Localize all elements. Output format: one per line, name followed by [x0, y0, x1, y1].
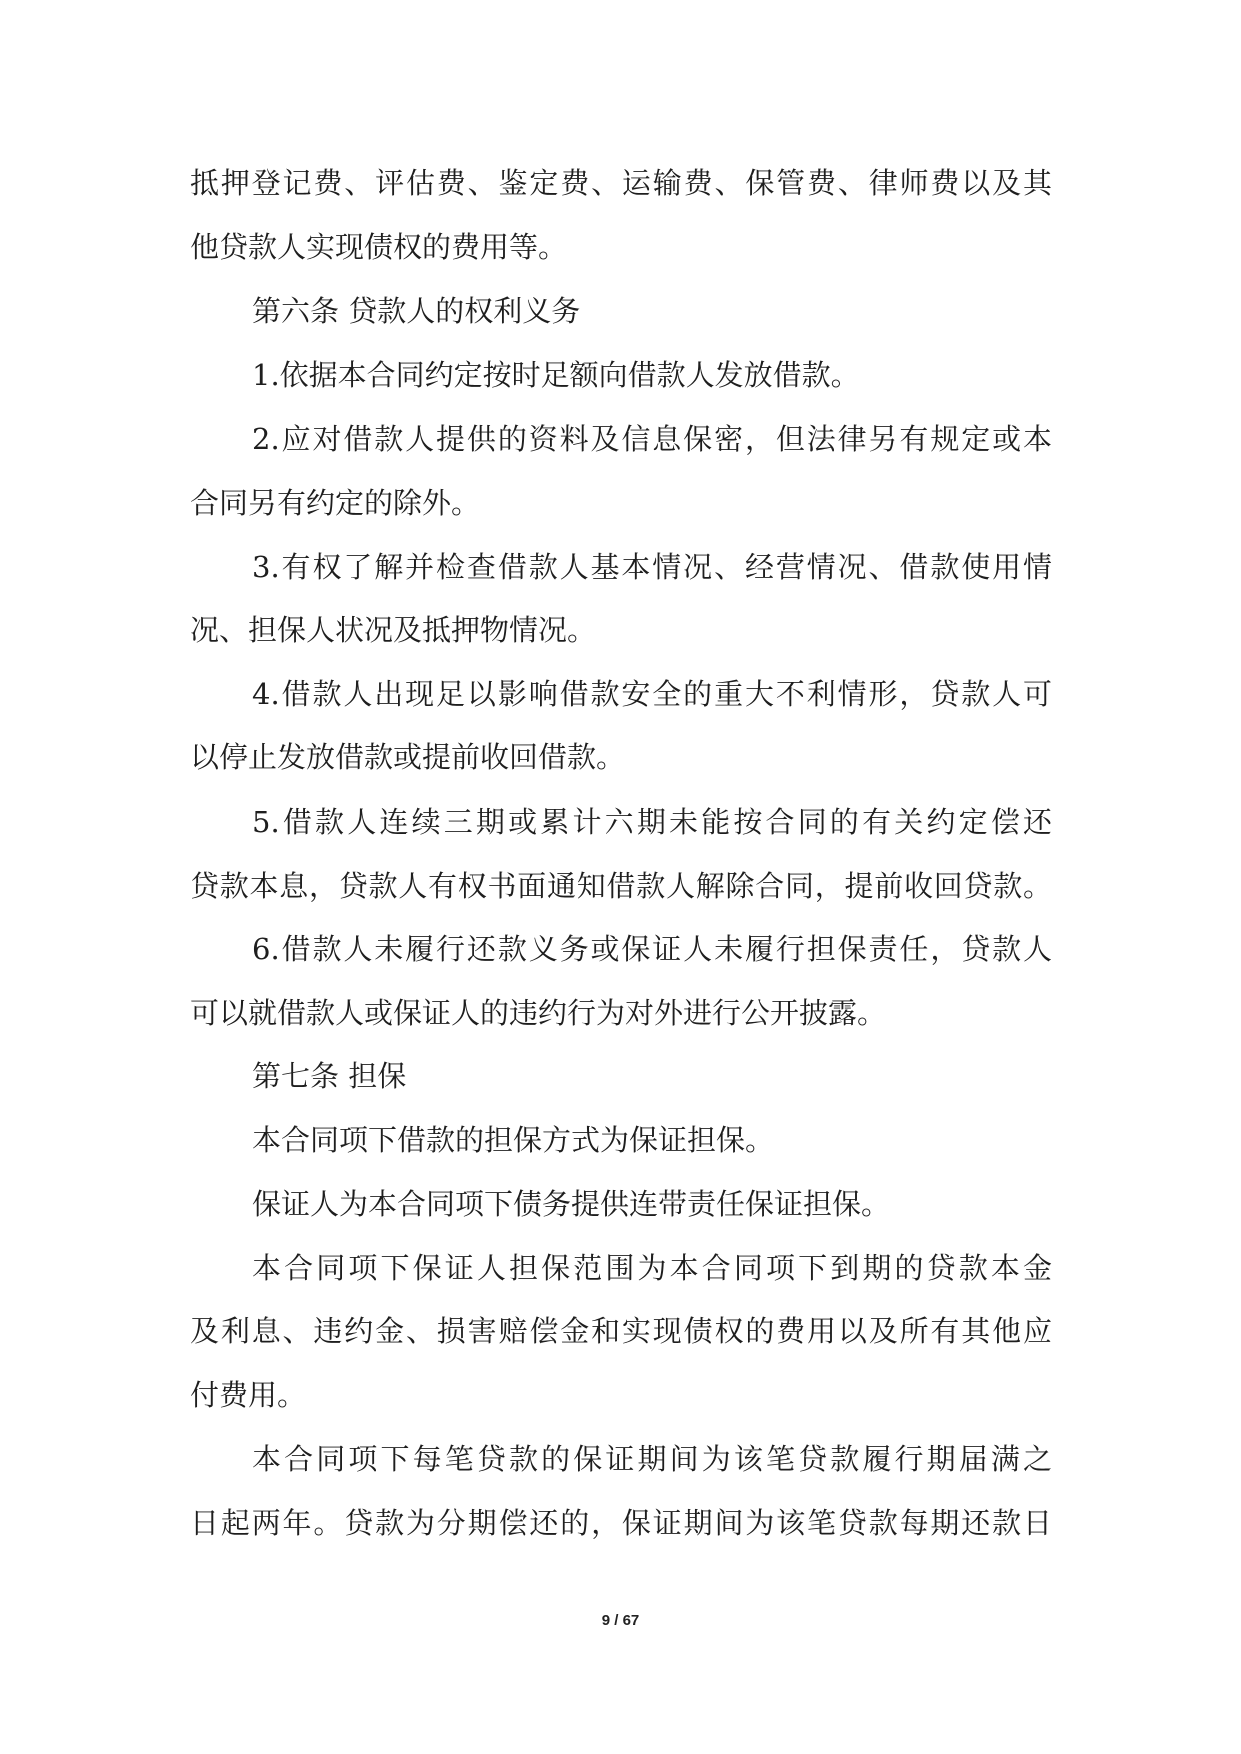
body-text-line: 保证人为本合同项下债务提供连带责任保证担保。: [252, 1187, 891, 1221]
body-text-line: 日起两年。贷款为分期偿还的，保证期间为该笔贷款每期还款日: [190, 1506, 1052, 1540]
article-heading: 第七条 担保: [252, 1059, 407, 1093]
page-number: 9 / 67: [601, 1612, 640, 1629]
clause-item-continuation: 以停止发放借款或提前收回借款。: [190, 740, 626, 774]
clause-item-continuation: 贷款本息，贷款人有权书面通知借款人解除合同，提前收回贷款。: [190, 869, 1052, 903]
clause-item: 3.有权了解并检查借款人基本情况、经营情况、借款使用情: [252, 550, 1052, 584]
body-text-line: 抵押登记费、评估费、鉴定费、运输费、保管费、律师费以及其: [190, 166, 1052, 200]
clause-item-continuation: 可以就借款人或保证人的违约行为对外进行公开披露。: [190, 996, 887, 1030]
clause-item-continuation: 合同另有约定的除外。: [190, 486, 481, 520]
body-text-line: 本合同项下保证人担保范围为本合同项下到期的贷款本金: [252, 1251, 1052, 1285]
clause-item: 1.依据本合同约定按时足额向借款人发放借款。: [252, 358, 860, 392]
clause-item: 5.借款人连续三期或累计六期未能按合同的有关约定偿还: [252, 805, 1052, 839]
body-text-line: 本合同项下借款的担保方式为保证担保。: [252, 1123, 775, 1157]
clause-item: 2.应对借款人提供的资料及信息保密，但法律另有规定或本: [252, 422, 1052, 456]
clause-item: 6.借款人未履行还款义务或保证人未履行担保责任，贷款人: [252, 932, 1052, 966]
clause-item-continuation: 况、担保人状况及抵押物情况。: [190, 613, 597, 647]
body-text-line: 及利息、违约金、损害赔偿金和实现债权的费用以及所有其他应: [190, 1314, 1052, 1348]
body-text-line: 本合同项下每笔贷款的保证期间为该笔贷款履行期届满之: [252, 1442, 1052, 1476]
body-text-line: 他贷款人实现债权的费用等。: [190, 230, 568, 264]
article-heading: 第六条 贷款人的权利义务: [252, 294, 581, 328]
body-text-line: 付费用。: [190, 1378, 307, 1412]
clause-item: 4.借款人出现足以影响借款安全的重大不利情形，贷款人可: [252, 677, 1052, 711]
